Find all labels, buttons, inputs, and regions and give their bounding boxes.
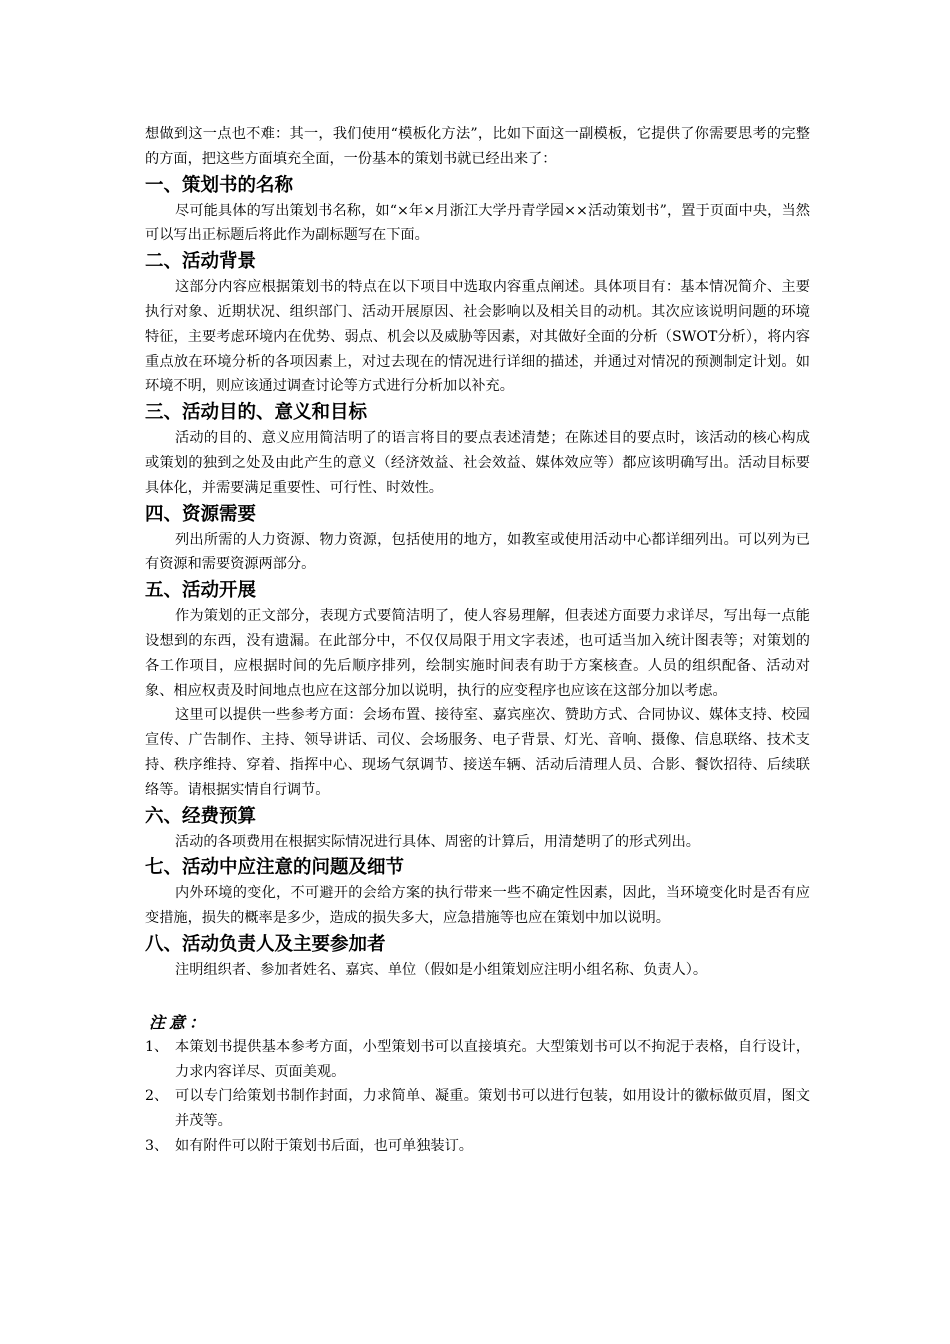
section-heading: 五、活动开展 [145, 580, 257, 602]
section-paragraph: 尽可能具体的写出策划书名称，如“×年×月浙江大学丹青学园××活动策划书”，置于页面中央，当然可以写出正标题后将此作为副标题写在下面。 [145, 202, 810, 244]
section-paragraph: 活动的各项费用在根据实际情况进行具体、周密的计算后，用清楚明了的形式列出。 [175, 833, 700, 850]
section-heading: 一、策划书的名称 [145, 174, 294, 196]
notes-block [145, 1011, 810, 1159]
section-4 [145, 501, 810, 578]
section-paragraph: 这里可以提供一些参考方面：会场布置、接待室、嘉宾座次、赞助方式、合同协议、媒体支持、校园宣传、广告制作、主持、领导讲话、司仪、会场服务、电子背景、灯光、音响、摄像、信息联络、技术支持、秩序维持、穿着、指挥中心、现场气氛调节、接送车辆、活动后清理人员、合影、餐饮招待、后续联络等。请根据实情自行调节。 [145, 707, 810, 798]
section-5 [145, 577, 810, 802]
section-7 [145, 854, 810, 931]
list-item-number: 2、 [145, 1088, 169, 1105]
document-page [145, 122, 810, 1159]
section-3 [145, 399, 810, 500]
section-8 [145, 931, 810, 983]
list-item-number: 1、 [145, 1038, 169, 1055]
section-2 [145, 248, 810, 399]
section-heading: 七、活动中应注意的问题及细节 [145, 857, 405, 879]
list-item [145, 1134, 810, 1159]
section-paragraph: 注明组织者、参加者姓名、嘉宾、单位（假如是小组策划应注明小组名称、负责人）。 [175, 961, 708, 978]
list-item-text: 如有附件可以附于策划书后面，也可单独装订。 [175, 1137, 473, 1154]
section-paragraph: 列出所需的人力资源、物力资源，包括使用的地方，如教室或使用活动中心都详细列出。可以列为已有资源和需要资源两部分。 [145, 531, 810, 573]
list-item [145, 1084, 810, 1134]
section-paragraph: 这部分内容应根据策划书的特点在以下项目中选取内容重点阐述。具体项目有：基本情况简介、主要执行对象、近期状况、组织部门、活动开展原因、社会影响以及相关目的动机。其次应该说明问题的环境特征，主要考虑环境内在优势、弱点、机会以及威胁等因素，对其做好全面的分析（SWOT分析），将内容重点放在环境分析的各项因素上，对过去现在的情况进行详细的描述，并通过对情况的预测制定计划。如环境不明，则应该通过调查讨论等方式进行分析加以补充。 [145, 279, 810, 395]
section-heading: 八、活动负责人及主要参加者 [145, 933, 386, 955]
section-paragraph: 作为策划的正文部分，表现方式要简洁明了，使人容易理解，但表述方面要力求详尽，写出每一点能设想到的东西，没有遗漏。在此部分中，不仅仅局限于用文字表述，也可适当加入统计图表等；对策划的各工作项目，应根据时间的先后顺序排列，绘制实施时间表有助于方案核查。人员的组织配备、活动对象、相应权责及时间地点也应在这部分加以说明，执行的应变程序也应该在这部分加以考虑。 [145, 608, 810, 699]
section-heading: 三、活动目的、意义和目标 [145, 402, 368, 424]
section-heading: 四、资源需要 [145, 503, 257, 525]
section-paragraph: 内外环境的变化，不可避开的会给方案的执行带来一些不确定性因素，因此，当环境变化时是否有应变措施，损失的概率是多少，造成的损失多大，应急措施等也应在策划中加以说明。 [145, 885, 810, 927]
section-6 [145, 803, 810, 855]
list-item-text: 本策划书提供基本参考方面，小型策划书可以直接填充。大型策划书可以不拘泥于表格，自行设计，力求内容详尽、页面美观。 [175, 1038, 810, 1080]
intro-paragraph: 想做到这一点也不难：其一，我们使用“模板化方法”，比如下面这一副模板，它提供了你需要思考的完整的方面，把这些方面填充全面，一份基本的策划书就已经出来了： [145, 126, 810, 167]
list-item [145, 1035, 810, 1085]
list-item-text: 可以专门给策划书制作封面，力求简单、凝重。策划书可以进行包装，如用设计的徽标做页眉，图文并茂等。 [175, 1088, 810, 1130]
section-1 [145, 172, 810, 249]
notes-list [145, 1035, 810, 1159]
section-paragraph: 活动的目的、意义应用简洁明了的语言将目的要点表述清楚；在陈述目的要点时，该活动的核心构成或策划的独到之处及由此产生的意义（经济效益、社会效益、媒体效应等）都应该明确写出。活动目标要具体化，并需要满足重要性、可行性、时效性。 [145, 430, 810, 496]
section-heading: 二、活动背景 [145, 251, 257, 273]
section-heading: 六、经费预算 [145, 805, 257, 827]
notes-title: 注意： [149, 1012, 210, 1032]
list-item-number: 3、 [145, 1137, 169, 1154]
